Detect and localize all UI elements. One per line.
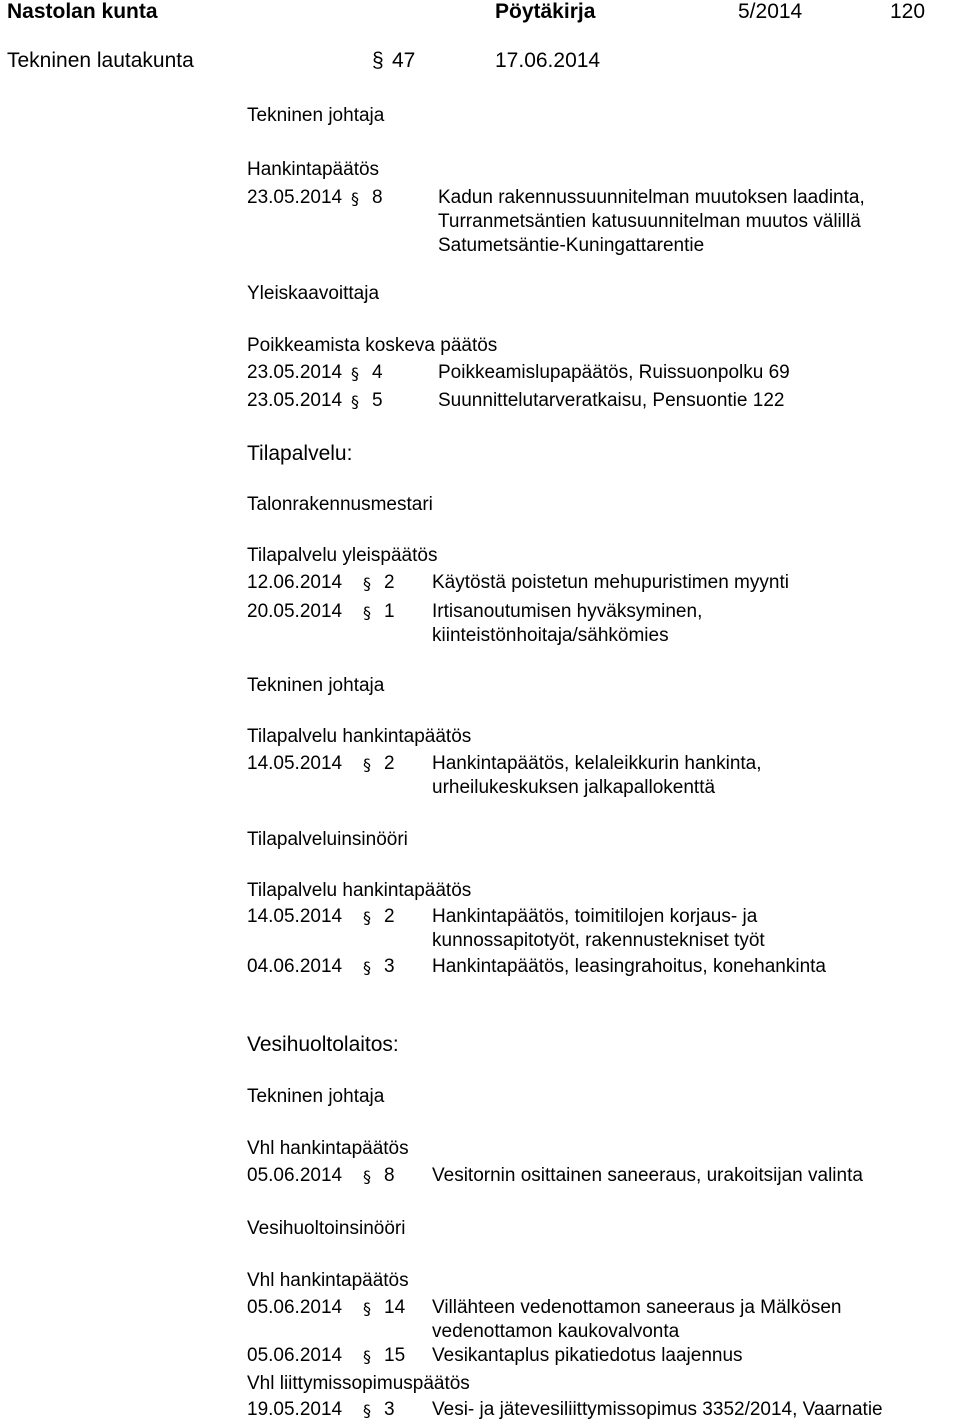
decision-description: Hankintapäätös, toimitilojen korjaus- ja	[432, 906, 758, 927]
paragraph-sign: §	[363, 1347, 371, 1366]
decision-date: 12.06.2014	[247, 572, 343, 593]
paragraph-sign: §	[351, 364, 359, 383]
paragraph-number: 3	[384, 1399, 395, 1420]
official-title: Tekninen johtaja	[247, 675, 385, 696]
decision-category: Poikkeamista koskeva päätös	[247, 335, 498, 356]
document-type: Pöytäkirja	[495, 0, 596, 23]
official-title: Vesihuoltoinsinööri	[247, 1218, 406, 1239]
paragraph-sign: §	[351, 189, 359, 208]
decision-date: 23.05.2014	[247, 390, 343, 411]
decision-date: 04.06.2014	[247, 956, 343, 977]
paragraph-sign: §	[363, 574, 371, 593]
decision-description: Vesikantaplus pikatiedotus laajennus	[432, 1345, 743, 1366]
decision-date: 05.06.2014	[247, 1297, 343, 1318]
paragraph-sign: §	[363, 1401, 371, 1420]
paragraph-sign: §	[363, 1167, 371, 1186]
paragraph-number: 3	[384, 956, 395, 977]
paragraph-sign: §	[351, 392, 359, 411]
decision-date: 20.05.2014	[247, 601, 343, 622]
paragraph-number: 5	[372, 390, 383, 411]
board-name: Tekninen lautakunta	[7, 49, 194, 72]
decision-description: Suunnittelutarveratkaisu, Pensuontie 122	[438, 390, 785, 411]
paragraph-sign: §	[363, 603, 371, 622]
decision-category: Tilapalvelu yleispäätös	[247, 545, 438, 566]
official-title: Talonrakennusmestari	[247, 494, 433, 515]
decision-category: Vhl hankintapäätös	[247, 1138, 409, 1159]
paragraph-number: 14	[384, 1297, 406, 1318]
paragraph-number: 15	[384, 1345, 406, 1366]
paragraph-sign: §	[363, 1299, 371, 1318]
decision-date: 23.05.2014	[247, 362, 343, 383]
decision-category: Vhl hankintapäätös	[247, 1270, 409, 1291]
decision-date: 14.05.2014	[247, 753, 343, 774]
decision-description: Käytöstä poistetun mehupuristimen myynti	[432, 572, 789, 593]
decision-description: urheilukeskuksen jalkapallokenttä	[432, 777, 716, 798]
paragraph-number: 8	[384, 1165, 395, 1186]
document-number: 5/2014	[738, 0, 803, 23]
decision-description: Vesitornin osittainen saneeraus, urakoitsijan valinta	[432, 1165, 863, 1186]
decision-date: 05.06.2014	[247, 1165, 343, 1186]
section-sign: §	[372, 49, 384, 72]
section-number: 47	[392, 49, 416, 72]
official-title: Yleiskaavoittaja	[247, 283, 380, 304]
page-number: 120	[890, 0, 926, 23]
paragraph-sign: §	[363, 755, 371, 774]
paragraph-sign: §	[363, 958, 371, 977]
decision-description: Hankintapäätös, leasingrahoitus, konehankinta	[432, 956, 826, 977]
decision-date: 05.06.2014	[247, 1345, 343, 1366]
decision-date: 19.05.2014	[247, 1399, 343, 1420]
meeting-date: 17.06.2014	[495, 49, 601, 72]
paragraph-number: 4	[372, 362, 383, 383]
section-heading: Vesihuoltolaitos:	[247, 1033, 399, 1056]
decision-description: Turranmetsäntien katusuunnitelman muutos välillä	[438, 211, 861, 232]
official-title: Tekninen johtaja	[247, 1086, 385, 1107]
paragraph-number: 8	[372, 187, 383, 208]
decision-description: Satumetsäntie-Kuningattarentie	[438, 235, 705, 256]
paragraph-sign: §	[363, 908, 371, 927]
paragraph-number: 2	[384, 906, 395, 927]
section-heading: Tilapalvelu:	[247, 442, 353, 465]
decision-category: Vhl liittymissopimuspäätös	[247, 1373, 470, 1394]
official-title: Tekninen johtaja	[247, 105, 385, 126]
decision-date: 14.05.2014	[247, 906, 343, 927]
paragraph-number: 1	[384, 601, 395, 622]
decision-description: Hankintapäätös, kelaleikkurin hankinta,	[432, 753, 762, 774]
official-title: Tilapalveluinsinööri	[247, 829, 408, 850]
paragraph-number: 2	[384, 572, 395, 593]
decision-description: kunnossapitotyöt, rakennustekniset työt	[432, 930, 765, 951]
decision-date: 23.05.2014	[247, 187, 343, 208]
decision-category: Tilapalvelu hankintapäätös	[247, 726, 472, 747]
decision-description: kiinteistönhoitaja/sähkömies	[432, 625, 669, 646]
decision-category: Hankintapäätös	[247, 159, 380, 180]
decision-description: Irtisanoutumisen hyväksyminen,	[432, 601, 703, 622]
decision-description: Villähteen vedenottamon saneeraus ja Mälkösen	[432, 1297, 842, 1318]
decision-description: Poikkeamislupapäätös, Ruissuonpolku 69	[438, 362, 790, 383]
municipality-name: Nastolan kunta	[7, 0, 158, 23]
decision-description: Kadun rakennussuunnitelman muutoksen laadinta,	[438, 187, 865, 208]
decision-category: Tilapalvelu hankintapäätös	[247, 880, 472, 901]
decision-description: vedenottamon kaukovalvonta	[432, 1321, 680, 1342]
paragraph-number: 2	[384, 753, 395, 774]
decision-description: Vesi- ja jätevesiliittymissopimus 3352/2014, Vaarnatie	[432, 1399, 883, 1420]
